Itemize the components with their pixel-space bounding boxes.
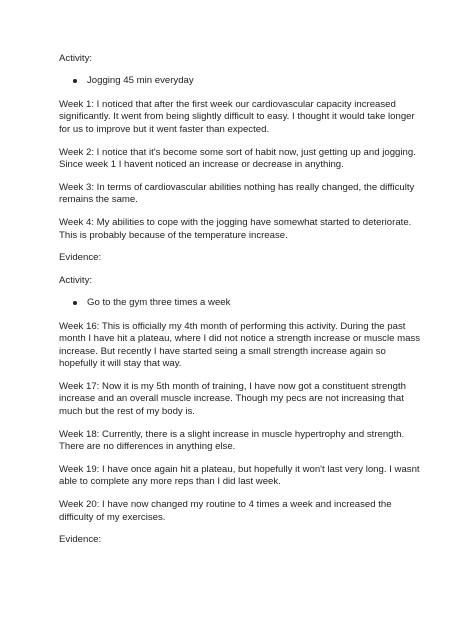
activity-bullet-item [59,297,424,309]
week-20-entry: Week 20: I have now changed my routine to 4 times a week and increased the difficulty of my exercises. [59,499,392,523]
activity-list [59,297,424,309]
week-19-entry: Week 19: I have once again hit a plateau, but hopefully it won't last very long. I wasnt able to complete any more reps than I did last week. [59,463,420,488]
evidence-heading: Evidence: [59,534,102,546]
week-18-entry: Week 18: Currently, there is a slight increase in muscle hypertrophy and strength. There are no differences in anything else. [59,428,405,452]
bullet-icon [73,79,77,83]
evidence-heading: Evidence: [59,252,102,264]
week-16-entry: Week 16: This is officially my 4th month of performing this activity. During the past month I have hit a plateau, where I did not notice a strength increase or muscle mass increase. But recently I have started seing a small strength increase again so hopefully it will stay that way. [59,320,421,369]
activity-list [59,75,424,87]
week-2-entry: Week 2: I notice that it's become some sort of habit now, just getting up and jogging. Since week 1 I havent noticed an increase or decrease in anything. [59,146,416,170]
week-1-entry: Week 1: I noticed that after the first week our cardiovascular capacity increased significantly. It went from being slightly difficult to easy. I thought it would take longer for us to improve but it went faster than expected. [59,98,415,135]
week-4-entry: Week 4: My abilities to cope with the jogging have somewhat started to deteriorate. This is probably because of the temperature increase. [59,217,412,241]
activity-bullet-text: Go to the gym three times a week [87,297,231,309]
activity-bullet-text: Jogging 45 min everyday [87,75,194,87]
activity-heading: Activity: [59,53,93,64]
week-3-entry: Week 3: In terms of cardiovascular abilities nothing has really changed, the difficulty remains the same. [59,181,415,206]
week-17-entry: Week 17: Now it is my 5th month of training, I have now got a constituent strength increase and an overall muscle increase. Though my pecs are not increasing that much but the rest of my body is. [59,380,406,417]
activity-bullet-item [59,75,424,87]
activity-heading: Activity: [59,274,93,286]
bullet-icon [73,301,77,305]
